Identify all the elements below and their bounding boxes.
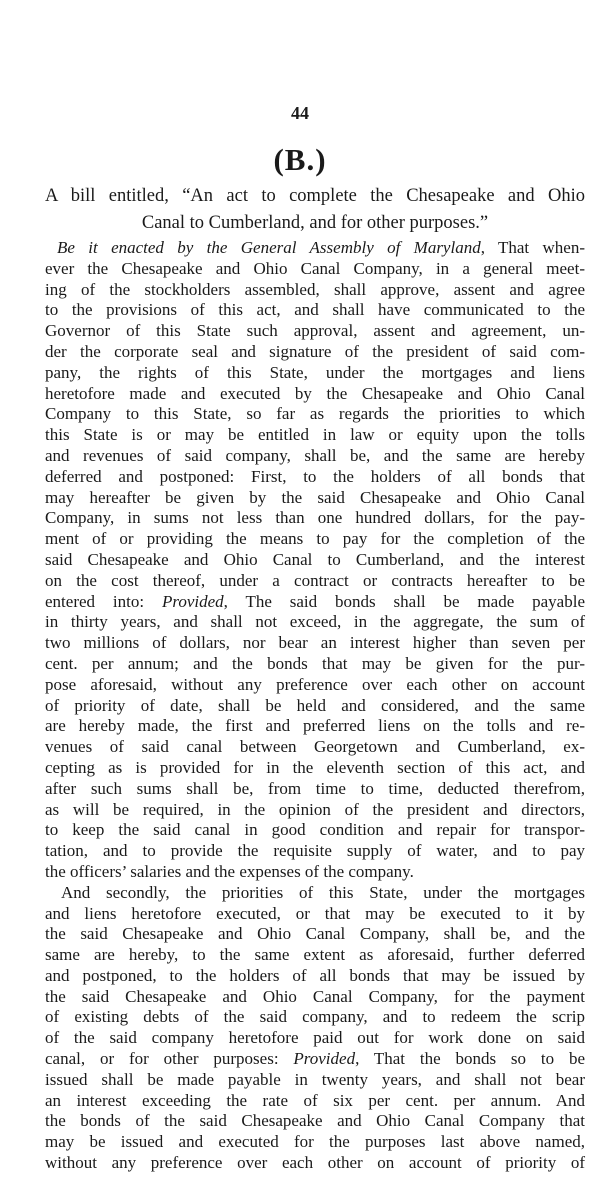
text-line: deferred and postponed: First, to the holders of all bonds that [45, 466, 585, 486]
text-segment: , That when- [480, 238, 585, 257]
text-line: two millions of dollars, nor bear an interest higher than seven per [45, 633, 585, 653]
text-line: cent. per annum; and the bonds that may be given for the pur- [45, 653, 585, 673]
bill-title-line: Canal to Cumberland, and for other purposes.” [141, 213, 489, 233]
text-line: an interest exceeding the rate of six per cent. per annum. And [45, 1090, 585, 1110]
text-line: of existing debts of the said company, and to redeem the scrip [45, 1007, 585, 1027]
text-line: the said Chesapeake and Ohio Canal Company, for the payment [45, 986, 585, 1006]
text-segment: , That the bonds so to be [355, 1049, 585, 1069]
text-line: are hereby made, the first and preferred liens on the tolls and re- [45, 716, 585, 736]
text-line: And secondly, the priorities of this State, under the mortgages [61, 882, 585, 902]
text-line: Governor of this State such approval, assent and agreement, un- [45, 321, 585, 341]
text-line: and liens heretofore executed, or that may be executed to it by [45, 903, 585, 923]
text-line: on the cost thereof, under a contract or contracts hereafter to be [45, 570, 585, 590]
text-line: Company, in sums not less than one hundred dollars, for the pay- [45, 508, 585, 528]
text-line [45, 1049, 585, 1070]
text-line: in thirty years, and shall not exceed, in the aggregate, the sum of [45, 612, 585, 632]
text-line: to the provisions of this act, and shall have communicated to the [45, 300, 585, 320]
text-line: without any preference over each other on account of priority of [45, 1153, 585, 1173]
text-line: venues of said canal between Georgetown and Cumberland, ex- [45, 737, 585, 757]
italic-text: Provided [293, 1049, 356, 1069]
text-line: heretofore made and executed by the Chesapeake and Ohio Canal [45, 383, 585, 403]
text-segment: , The said bonds shall be made payable [223, 591, 585, 611]
text-line: ing of the stockholders assembled, shall approve, assent and agree [45, 279, 585, 299]
text-line: as will be required, in the opinion of the president and directors, [45, 799, 585, 819]
text-line: to keep the said canal in good condition and repair for transpor- [45, 820, 585, 840]
bill-title-line: A bill entitled, “An act to complete the Chesapeake and Ohio [45, 186, 585, 206]
text-line: ever the Chesapeake and Ohio Canal Company, in a general meet- [45, 258, 585, 278]
text-line: of priority of date, shall be held and considered, and the same [45, 695, 585, 715]
text-line: after such sums shall be, from time to time, deducted therefrom, [45, 778, 585, 798]
text-line: and revenues of said company, shall be, and the same are hereby [45, 445, 585, 465]
text-line: tation, and to provide the requisite supply of water, and to pay [45, 841, 585, 861]
bill-body [45, 238, 585, 1174]
text-line: pany, the rights of this State, under the mortgages and liens [45, 362, 585, 382]
text-line: and postponed, to the holders of all bonds that may be issued by [45, 965, 585, 985]
text-line: Company to this State, so far as regards the priorities to which [45, 404, 585, 424]
text-line: of the said company heretofore paid out for work done on said [45, 1028, 585, 1048]
text-line: ment of or providing the means to pay for the completion of the [45, 529, 585, 549]
text-line: the said Chesapeake and Ohio Canal Company, shall be, and the [45, 924, 585, 944]
text-line: cepting as is provided for in the eleventh section of this act, and [45, 757, 585, 777]
text-line: may hereafter be given by the said Chesapeake and Ohio Canal [45, 487, 585, 507]
text-line: pose aforesaid, without any preference over each other on account [45, 674, 585, 694]
text-line: said Chesapeake and Ohio Canal to Cumberland, and the interest [45, 549, 585, 569]
text-line: issued shall be made payable in twenty years, and shall not bear [45, 1069, 585, 1089]
text-line: same are hereby, to the same extent as aforesaid, further deferred [45, 945, 585, 965]
text-line: this State is or may be entitled in law or equity upon the tolls [45, 425, 585, 445]
text-line [45, 238, 585, 259]
section-label: (B.) [273, 142, 327, 177]
text-line: the officers’ salaries and the expenses of the company. [45, 861, 414, 881]
text-line: the bonds of the said Chesapeake and Ohio Canal Company that [45, 1111, 585, 1131]
text-segment: entered into: [45, 591, 162, 611]
page-number: 44 [291, 103, 309, 123]
bill-title [45, 183, 585, 237]
text-line: der the corporate seal and signature of the president of said com- [45, 341, 585, 361]
text-segment: canal, or for other purposes: [45, 1049, 294, 1069]
italic-text: Provided [161, 591, 224, 611]
italic-text: Be it enacted by the General Assembly of Maryland [57, 238, 481, 257]
text-line: may be issued and executed for the purposes last above named, [45, 1132, 585, 1152]
text-line [45, 592, 585, 613]
